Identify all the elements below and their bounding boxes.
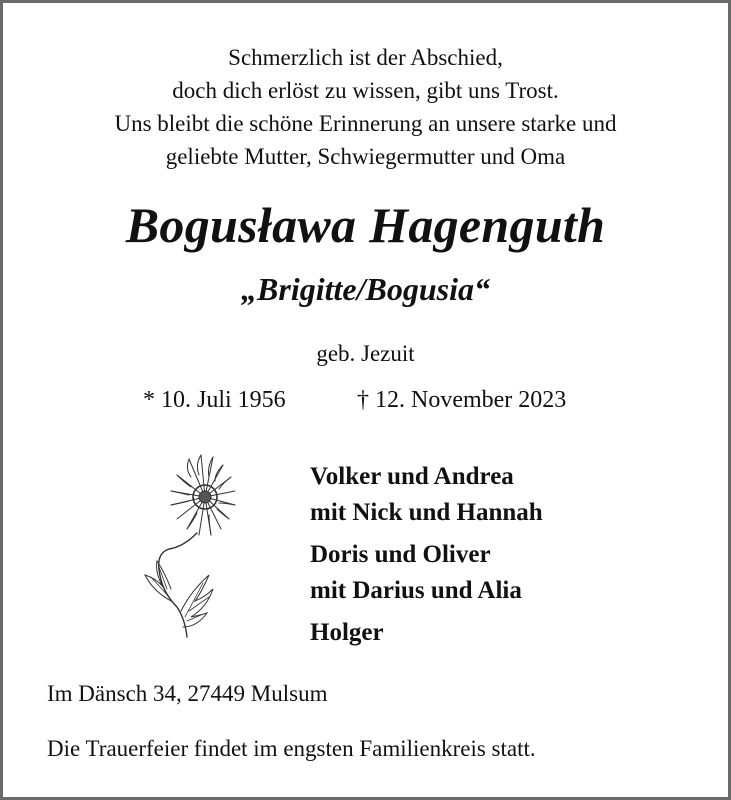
- death-date: † 12. November 2023: [357, 387, 567, 413]
- deceased-nickname: „Brigitte/Bogusia“: [241, 271, 490, 307]
- intro-poem: [3, 41, 728, 173]
- intro-line: geliebte Mutter, Schwiegermutter und Oma: [165, 144, 566, 169]
- ceremony-note: Die Trauerfeier findet im engsten Familienkreis statt.: [47, 736, 536, 761]
- intro-line: doch dich erlöst zu wissen, gibt uns Trost.: [172, 78, 559, 103]
- deceased-name: Bogusława Hagenguth: [125, 197, 606, 253]
- maiden-name: geb. Jezuit: [316, 341, 415, 366]
- family-line: Doris und Oliver: [310, 541, 491, 568]
- birth-date: * 10. Juli 1956: [143, 387, 286, 413]
- family-line: mit Nick und Hannah: [310, 499, 543, 526]
- address: Im Dänsch 34, 27449 Mulsum: [47, 681, 328, 706]
- intro-line: Schmerzlich ist der Abschied,: [228, 45, 503, 70]
- family-line: Volker und Andrea: [310, 463, 514, 490]
- family-line: Holger: [310, 619, 384, 646]
- family-line: mit Darius und Alia: [310, 577, 522, 604]
- intro-line: Uns bleibt die schöne Erinnerung an unsere starke und: [114, 111, 617, 136]
- gerbera-flower-drawing-icon: [131, 451, 243, 643]
